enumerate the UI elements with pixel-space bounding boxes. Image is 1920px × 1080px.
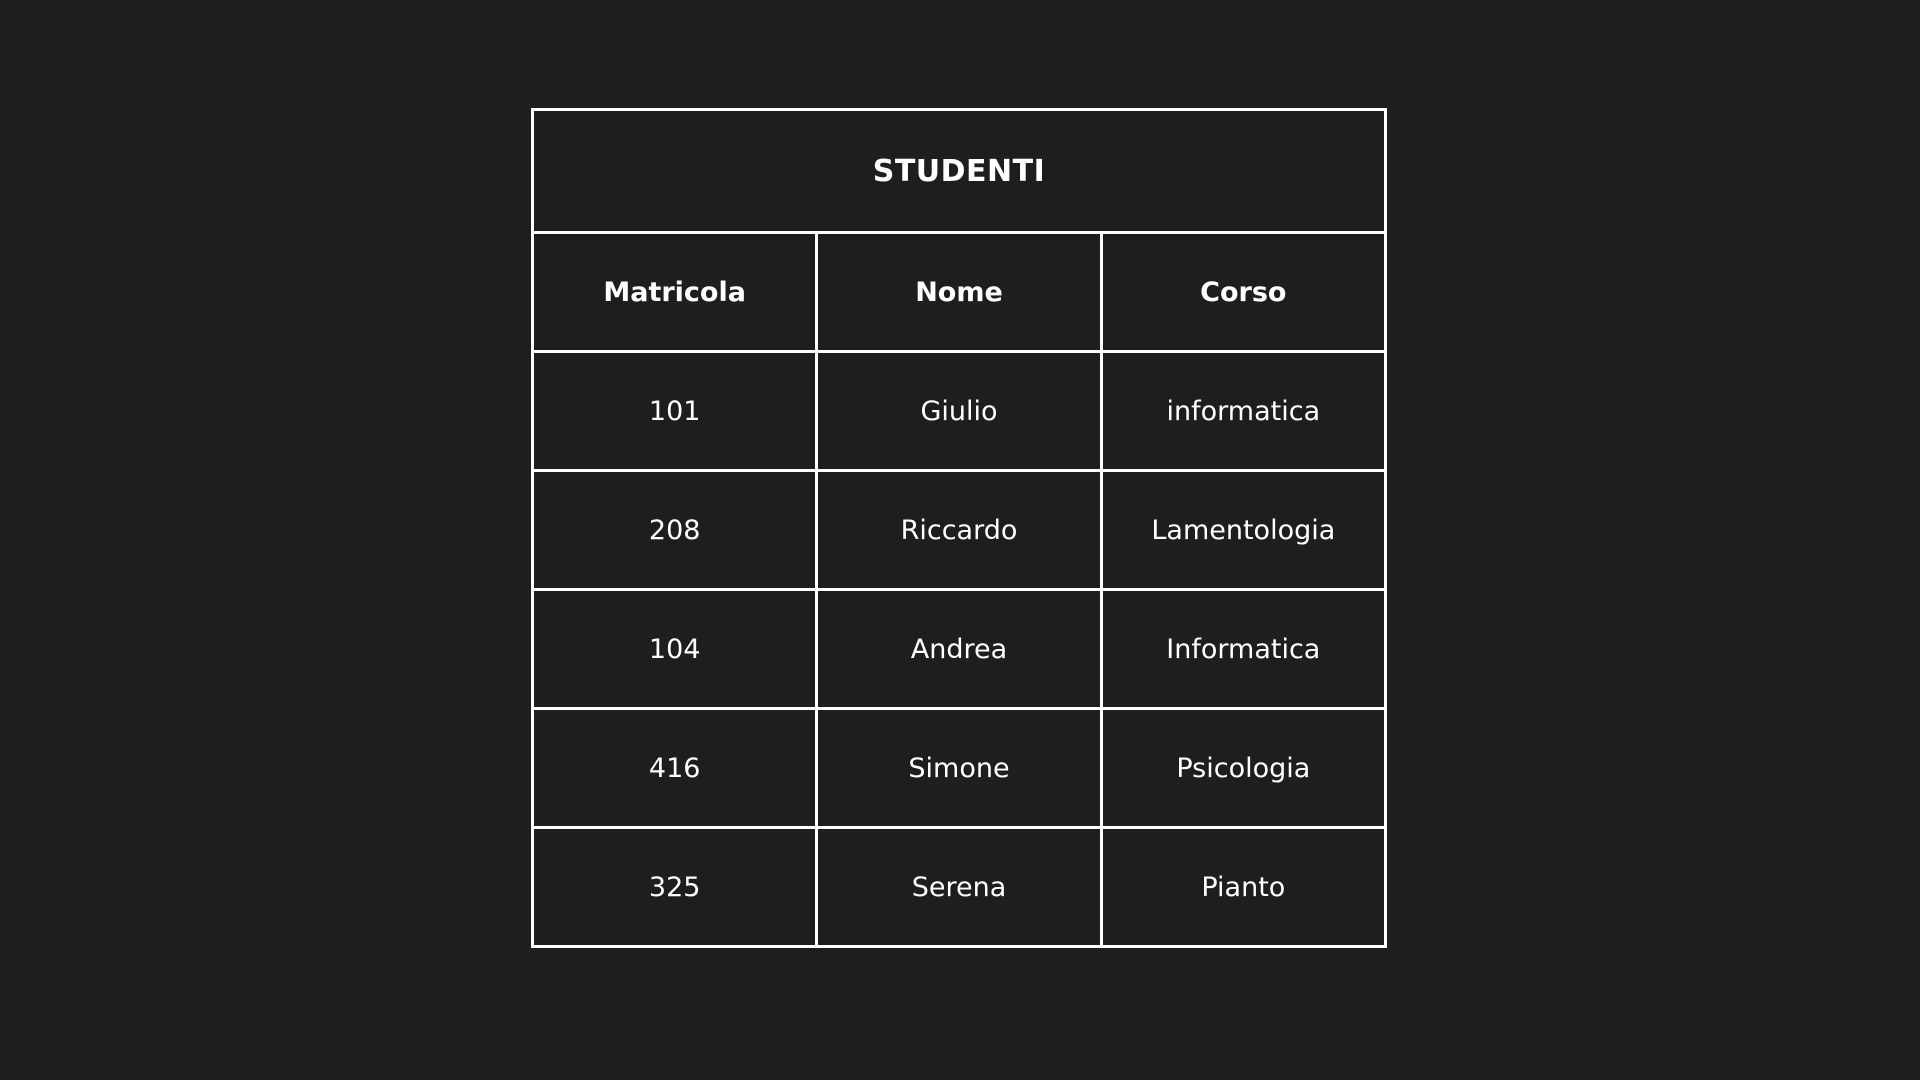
cell-corso: Psicologia <box>1101 709 1385 828</box>
table-row <box>533 590 1386 709</box>
table-header-row <box>533 233 1386 352</box>
table-row <box>533 471 1386 590</box>
column-header-corso: Corso <box>1101 233 1385 352</box>
table-title-row <box>533 110 1386 233</box>
cell-nome: Giulio <box>817 352 1101 471</box>
cell-matricola: 104 <box>533 590 817 709</box>
table-title: STUDENTI <box>533 110 1386 233</box>
cell-corso: Lamentologia <box>1101 471 1385 590</box>
cell-corso: Informatica <box>1101 590 1385 709</box>
table-row <box>533 352 1386 471</box>
table-row <box>533 828 1386 947</box>
students-table <box>531 108 1387 948</box>
cell-matricola: 208 <box>533 471 817 590</box>
cell-nome: Riccardo <box>817 471 1101 590</box>
column-header-matricola: Matricola <box>533 233 817 352</box>
cell-corso: informatica <box>1101 352 1385 471</box>
students-table-container <box>531 108 1389 948</box>
cell-nome: Simone <box>817 709 1101 828</box>
cell-matricola: 325 <box>533 828 817 947</box>
column-header-nome: Nome <box>817 233 1101 352</box>
cell-nome: Serena <box>817 828 1101 947</box>
cell-matricola: 101 <box>533 352 817 471</box>
cell-nome: Andrea <box>817 590 1101 709</box>
table-row <box>533 709 1386 828</box>
cell-matricola: 416 <box>533 709 817 828</box>
cell-corso: Pianto <box>1101 828 1385 947</box>
